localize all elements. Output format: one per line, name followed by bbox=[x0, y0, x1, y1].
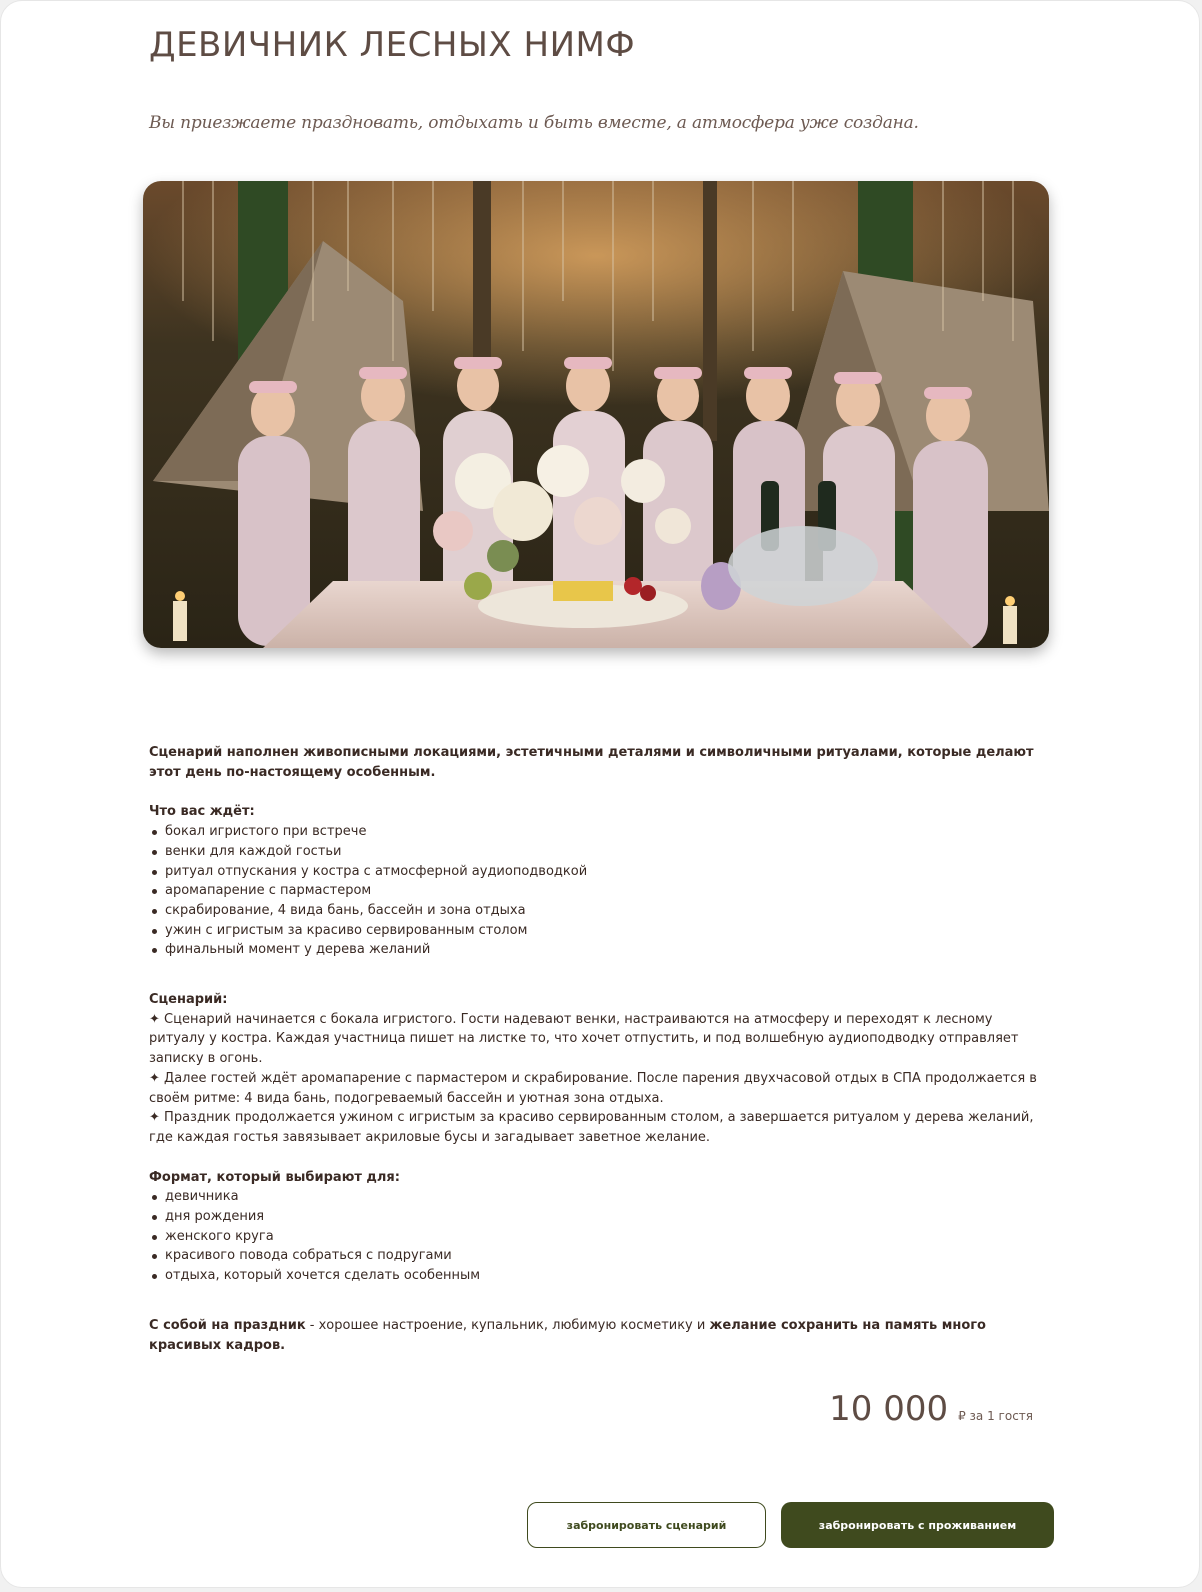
price-block bbox=[829, 1389, 1033, 1429]
list-item: аромапарение с пармастером bbox=[149, 881, 1049, 901]
list-item: девичника bbox=[149, 1187, 1049, 1207]
list-item: венки для каждой гостьи bbox=[149, 842, 1049, 862]
page-title: ДЕВИЧНИК ЛЕСНЫХ НИМФ bbox=[149, 25, 636, 65]
sparkle-icon: ✦ bbox=[149, 1110, 160, 1126]
scenario-paragraph: ✦ Далее гостей ждёт аромапарение с пармастером и скрабирование. После парения двухчасовой отдых в СПА продолжается в своём ритме: 4 вида бань, подогреваемый бассейн и уютная зона отдыха. bbox=[149, 1070, 1037, 1106]
description-block bbox=[149, 743, 1049, 1355]
format-list bbox=[149, 1187, 1049, 1286]
price-amount: 10 000 bbox=[829, 1389, 949, 1429]
page-subtitle: Вы приезжаете праздновать, отдыхать и быть вместе, а атмосфера уже создана. bbox=[149, 113, 919, 133]
list-item: дня рождения bbox=[149, 1207, 1049, 1227]
list-item: финальный момент у дерева желаний bbox=[149, 940, 1049, 960]
list-item: ритуал отпускания у костра с атмосферной аудиоподводкой bbox=[149, 862, 1049, 882]
scenario-paragraph: ✦ Сценарий начинается с бокала игристого. Гости надевают венки, настраиваются на атмосферу и переходят к лесному ритуалу у костра. Каждая участница пишет на листке то, что хочет отпустить, и под волшебную аудиоподводку отправляет записку в огонь. bbox=[149, 1011, 1019, 1067]
list-item: отдыха, который хочется сделать особенным bbox=[149, 1266, 1049, 1286]
format-heading: Формат, который выбирают для: bbox=[149, 1169, 400, 1185]
bring-text: С собой на праздник - хорошее настроение, купальник, любимую косметику и желание сохранить на память много красивых кадров. bbox=[149, 1317, 986, 1353]
book-with-stay-button[interactable]: забронировать с проживанием bbox=[781, 1502, 1054, 1548]
hero-photo bbox=[143, 181, 1049, 648]
sparkle-icon: ✦ bbox=[149, 1070, 160, 1086]
list-item: ужин с игристым за красиво сервированным столом bbox=[149, 921, 1049, 941]
list-item: скрабирование, 4 вида бань, бассейн и зона отдыха bbox=[149, 901, 1049, 921]
intro-text: Сценарий наполнен живописными локациями, эстетичными деталями и символичными ритуалами, которые делают этот день по-настоящему особенным. bbox=[149, 745, 1034, 780]
scenario-heading: Сценарий: bbox=[149, 992, 228, 1008]
scenario-paragraph: ✦ Праздник продолжается ужином с игристым за красиво сервированным столом, а завершается ритуалом у дерева желаний, где каждая гостья завязывает акриловые бусы и загадывает заветное желание. bbox=[149, 1110, 1034, 1145]
list-item: женского круга bbox=[149, 1227, 1049, 1247]
sparkle-icon: ✦ bbox=[149, 1011, 160, 1027]
list-item: бокал игристого при встрече bbox=[149, 822, 1049, 842]
book-scenario-button[interactable]: забронировать сценарий bbox=[527, 1502, 766, 1548]
price-unit: ₽ за 1 гостя bbox=[958, 1409, 1033, 1423]
expect-heading: Что вас ждёт: bbox=[149, 804, 255, 820]
expect-list bbox=[149, 822, 1049, 960]
list-item: красивого повода собраться с подругами bbox=[149, 1246, 1049, 1266]
